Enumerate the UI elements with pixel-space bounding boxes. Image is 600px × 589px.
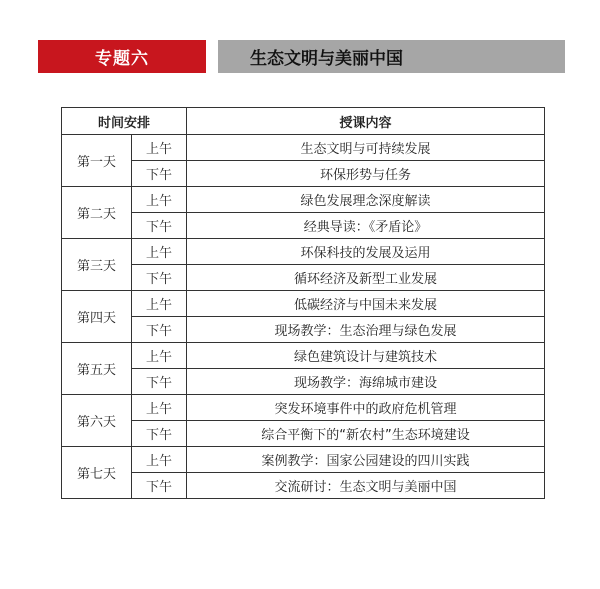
slot-cell: 上午 [132,239,187,265]
day-cell: 第五天 [62,343,132,395]
topic-cell: 突发环境事件中的政府危机管理 [187,395,545,421]
slot-cell: 上午 [132,291,187,317]
slot-cell: 上午 [132,343,187,369]
table-row [62,447,545,473]
schedule-table [61,107,545,499]
slot-cell: 下午 [132,317,187,343]
topic-cell: 环保形势与任务 [187,161,545,187]
topic-cell: 综合平衡下的“新农村”生态环境建设 [187,421,545,447]
slot-cell: 下午 [132,473,187,499]
table-row [62,473,545,499]
topic-cell: 现场教学：生态治理与绿色发展 [187,317,545,343]
topic-cell: 案例教学：国家公园建设的四川实践 [187,447,545,473]
table-header-row [62,108,545,135]
topic-title-banner [218,40,565,73]
topic-cell: 绿色发展理念深度解读 [187,187,545,213]
day-cell: 第二天 [62,187,132,239]
slot-cell: 上午 [132,135,187,161]
table-row [62,291,545,317]
topic-cell: 低碳经济与中国未来发展 [187,291,545,317]
day-cell: 第四天 [62,291,132,343]
topic-cell: 环保科技的发展及运用 [187,239,545,265]
topic-cell: 现场教学：海绵城市建设 [187,369,545,395]
table-row [62,161,545,187]
topic-cell: 绿色建筑设计与建筑技术 [187,343,545,369]
topic-cell: 循环经济及新型工业发展 [187,265,545,291]
topic-number-label: 专题六 [95,49,149,69]
table-row [62,369,545,395]
topic-cell: 生态文明与可持续发展 [187,135,545,161]
topic-cell: 经典导读：《矛盾论》 [187,213,545,239]
header-content: 授课内容 [187,108,545,135]
header-time: 时间安排 [62,108,187,135]
table-row [62,265,545,291]
table-row [62,213,545,239]
slot-cell: 上午 [132,187,187,213]
slot-cell: 下午 [132,213,187,239]
table-row [62,135,545,161]
slot-cell: 上午 [132,447,187,473]
schedule-body [62,135,545,499]
topic-number-banner [38,40,206,73]
table-row [62,421,545,447]
table-row [62,187,545,213]
slot-cell: 上午 [132,395,187,421]
day-cell: 第六天 [62,395,132,447]
day-cell: 第七天 [62,447,132,499]
slot-cell: 下午 [132,421,187,447]
slot-cell: 下午 [132,265,187,291]
slot-cell: 下午 [132,161,187,187]
day-cell: 第一天 [62,135,132,187]
day-cell: 第三天 [62,239,132,291]
slot-cell: 下午 [132,369,187,395]
table-row [62,239,545,265]
topic-title: 生态文明与美丽中国 [250,49,403,69]
table-row [62,343,545,369]
table-row [62,395,545,421]
topic-cell: 交流研讨：生态文明与美丽中国 [187,473,545,499]
table-row [62,317,545,343]
